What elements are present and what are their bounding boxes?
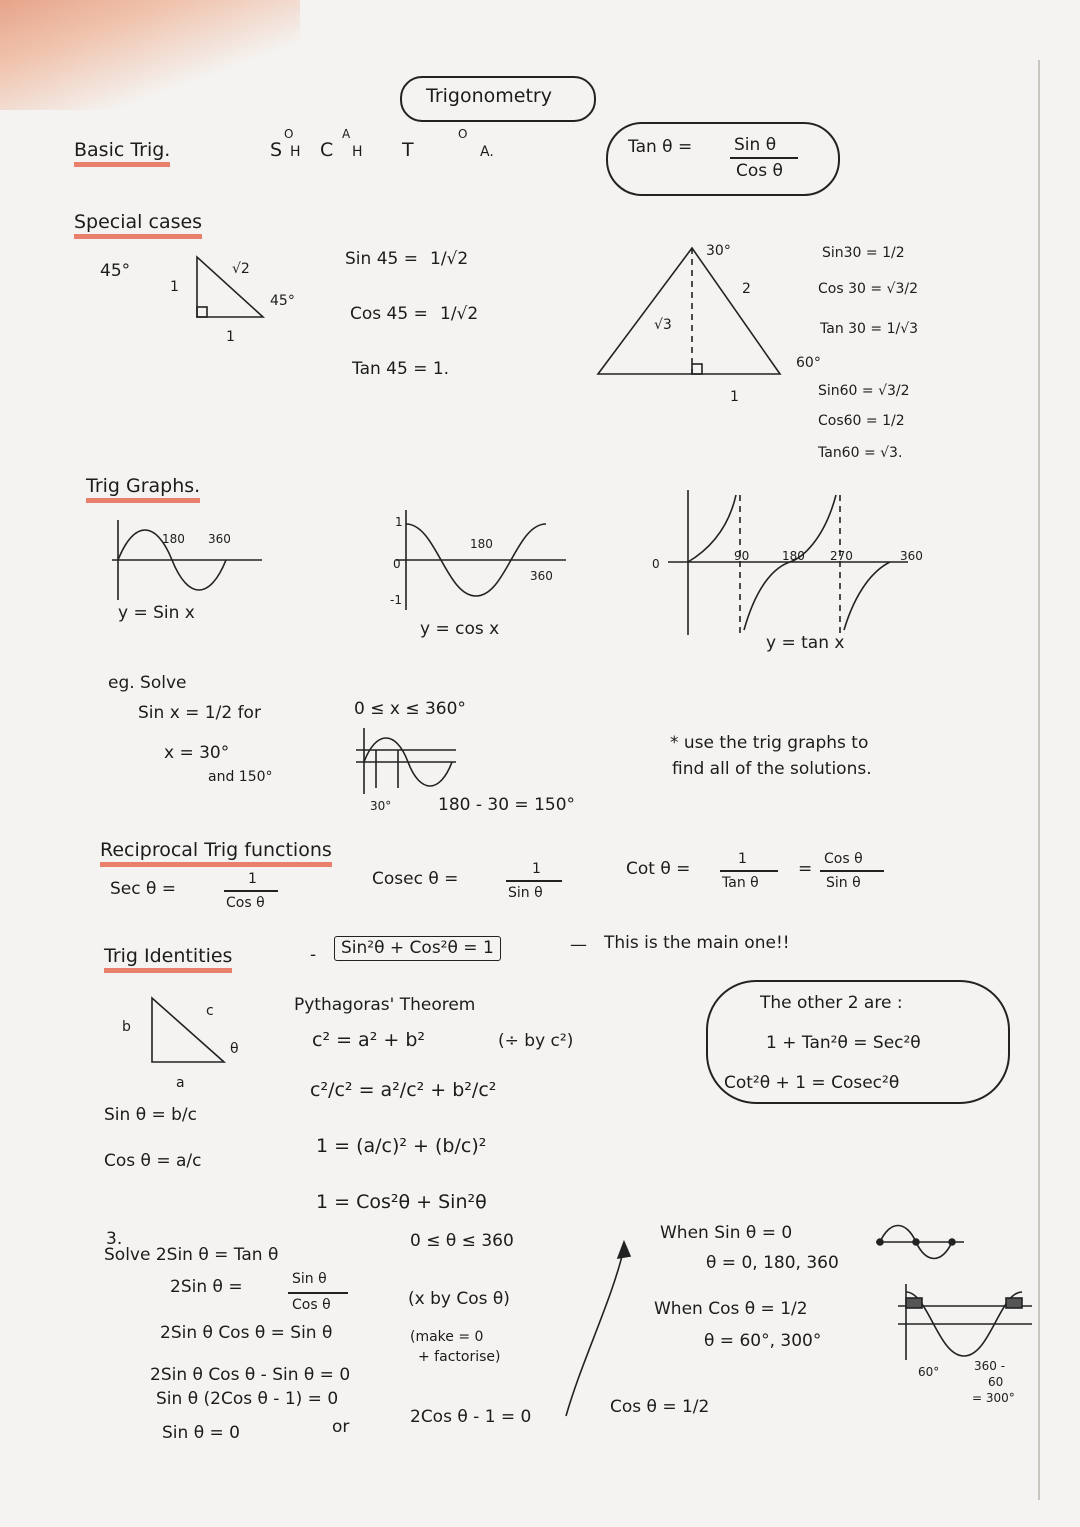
example-number: 3.	[106, 1229, 123, 1249]
identity-step-3: 1 = Cos²θ + Sin²θ	[316, 1191, 487, 1213]
example-range: 0 ≤ θ ≤ 360	[410, 1231, 514, 1251]
solve-30-label: 30°	[370, 799, 392, 813]
cosec-bar	[506, 880, 562, 882]
graphs-note-1: * use the trig graphs to	[670, 733, 869, 753]
tri45-hyp: √2	[232, 261, 250, 277]
tan45-label: Tan 45 = 1.	[352, 359, 450, 379]
tri45-bottom: 1	[226, 329, 235, 345]
tan-label: y = tan x	[766, 633, 845, 653]
identity-step-1: c²/c² = a²/c² + b²/c²	[310, 1079, 497, 1101]
tan-identity-den: Cos θ	[736, 161, 783, 181]
calc-line-1: 360 -	[974, 1359, 1006, 1373]
cos-180: 180	[470, 537, 493, 551]
solve-eq: Sin x = 1/2 for	[138, 703, 261, 723]
cosine-graph	[396, 510, 576, 620]
sin-zero-sketch	[876, 1222, 966, 1262]
graphs-note-2: find all of the solutions.	[672, 759, 872, 779]
cosec-den: Sin θ	[508, 885, 543, 901]
tri45-side: 1	[170, 279, 179, 295]
page-title: Trigonometry	[426, 85, 552, 107]
cot-num: 1	[738, 851, 747, 867]
cos-360: 360	[530, 569, 553, 583]
solve-and150: and 150°	[208, 769, 273, 785]
cot-eq: =	[798, 859, 813, 879]
sin-definition: Sin θ = b/c	[104, 1105, 198, 1125]
example-or: or	[332, 1417, 350, 1437]
sec-label: Sec θ =	[110, 879, 177, 899]
identity-tri-theta: θ	[230, 1041, 239, 1057]
identity-tri-b: b	[122, 1019, 131, 1035]
eq-side: 2	[742, 281, 751, 297]
cos45-label: Cos 45 =	[350, 304, 428, 324]
tri45-corner: 45°	[270, 293, 295, 309]
cosec-label: Cosec θ =	[372, 869, 459, 889]
sec-den: Cos θ	[226, 895, 265, 911]
sine-label: y = Sin x	[118, 603, 195, 623]
page-corner-shadow	[0, 0, 300, 110]
pythagoras-heading: Pythagoras' Theorem	[294, 995, 476, 1015]
tan-360: 360	[900, 549, 923, 563]
eq-top-angle: 30°	[706, 243, 731, 259]
cot-bar	[720, 870, 778, 872]
sine-180: 180	[162, 532, 185, 546]
solve-range: 0 ≤ x ≤ 360°	[354, 699, 466, 719]
tan-identity-bar	[730, 157, 798, 159]
sine-360: 360	[208, 532, 231, 546]
example-line7: 2Cos θ - 1 = 0	[410, 1407, 532, 1427]
tan-identity-cloud	[606, 122, 840, 196]
cos45-value: 1/√2	[440, 304, 479, 324]
example-line2-note: (x by Cos θ)	[408, 1289, 510, 1309]
sec-bar	[224, 890, 278, 892]
example-line6: Sin θ = 0	[162, 1423, 240, 1443]
main-identity-box: Sin²θ + Cos²θ = 1	[334, 936, 501, 961]
calc-line-2: 60	[988, 1375, 1004, 1389]
eq-height: √3	[654, 317, 672, 333]
cos-label: y = cos x	[420, 619, 500, 639]
equilateral-triangle	[596, 243, 786, 378]
sin45-value: 1/√2	[430, 249, 469, 269]
page-edge	[1038, 60, 1040, 1500]
sec-num: 1	[248, 871, 257, 887]
example-line3-note2: + factorise)	[418, 1349, 501, 1365]
cos-60-label: 60°	[918, 1365, 940, 1379]
sin45-label: Sin 45 =	[345, 249, 418, 269]
when-sin-zero: When Sin θ = 0	[660, 1223, 793, 1243]
solve-sine-sketch	[356, 728, 466, 798]
sin-solutions: θ = 0, 180, 360	[706, 1253, 839, 1273]
solve-x30: x = 30°	[164, 743, 230, 763]
sin30: Sin30 = 1/2	[822, 245, 905, 261]
main-identity-note: This is the main one!!	[604, 933, 790, 953]
sin60: Sin60 = √3/2	[818, 383, 910, 399]
solve-eg: eg. Solve	[108, 673, 187, 693]
cos-curve-sketch	[562, 1240, 632, 1420]
cos-definition: Cos θ = a/c	[104, 1151, 202, 1171]
example-cos-half: Cos θ = 1/2	[610, 1397, 710, 1417]
tangent-graph	[668, 490, 918, 640]
identity-tri-c: c	[206, 1003, 214, 1019]
when-cos-half: When Cos θ = 1/2	[654, 1299, 808, 1319]
tan-0: 0	[652, 557, 660, 571]
angle-45-label: 45°	[100, 261, 131, 281]
tan-180: 180	[782, 549, 805, 563]
other-identity-1: 1 + Tan²θ = Sec²θ	[766, 1033, 921, 1053]
tan-identity-lhs: Tan θ =	[628, 137, 693, 157]
cosec-num: 1	[532, 861, 541, 877]
cot-num2: Cos θ	[824, 851, 863, 867]
main-identity-dash: —	[570, 935, 587, 955]
tan30: Tan 30 = 1/√3	[820, 321, 919, 337]
identity-triangle	[150, 996, 230, 1066]
solve-150-label: 180 - 30 = 150°	[438, 795, 576, 815]
example-line5: Sin θ (2Cos θ - 1) = 0	[156, 1389, 339, 1409]
cos-m1: -1	[390, 593, 402, 607]
example-line2: 2Sin θ =	[170, 1277, 243, 1297]
cot-label: Cot θ =	[626, 859, 691, 879]
trig-graphs-heading: Trig Graphs.	[86, 476, 200, 503]
eq-bottom-angle: 60°	[796, 355, 821, 371]
example-line3: 2Sin θ Cos θ = Sin θ	[160, 1323, 333, 1343]
cos30: Cos 30 = √3/2	[818, 281, 918, 297]
example-line2-den: Cos θ	[292, 1297, 331, 1313]
tan60: Tan60 = √3.	[818, 445, 903, 461]
tan-90: 90	[734, 549, 750, 563]
cos-solutions: θ = 60°, 300°	[704, 1331, 822, 1351]
cot-den2: Sin θ	[826, 875, 861, 891]
example-line4: 2Sin θ Cos θ - Sin θ = 0	[150, 1365, 351, 1385]
identity-tri-a: a	[176, 1075, 185, 1091]
example-line2-num: Sin θ	[292, 1271, 327, 1287]
calc-line-3: = 300°	[972, 1391, 1015, 1405]
identities-dash: -	[310, 945, 317, 965]
cos-1: 1	[395, 515, 403, 529]
other-identity-2: Cot²θ + 1 = Cosec²θ	[724, 1073, 900, 1093]
sine-graph	[112, 520, 272, 610]
basic-trig-heading: Basic Trig.	[74, 140, 170, 167]
tan-270: 270	[830, 549, 853, 563]
example-solve: Solve 2Sin θ = Tan θ	[104, 1245, 279, 1265]
pythagoras-divide: (÷ by c²)	[498, 1031, 574, 1051]
cot-den: Tan θ	[722, 875, 759, 891]
example-line2-bar	[288, 1292, 348, 1294]
pythagoras-eq: c² = a² + b²	[312, 1029, 425, 1051]
other-identities-heading: The other 2 are :	[760, 993, 903, 1013]
tan-identity-num: Sin θ	[734, 135, 777, 155]
eq-base: 1	[730, 389, 739, 405]
cos-half-sketch	[898, 1284, 1038, 1364]
cos-0: 0	[393, 557, 401, 571]
identity-step-2: 1 = (a/c)² + (b/c)²	[316, 1135, 487, 1157]
cos60: Cos60 = 1/2	[818, 413, 905, 429]
reciprocal-heading: Reciprocal Trig functions	[100, 840, 332, 867]
identities-heading: Trig Identities	[104, 946, 232, 973]
cot-bar2	[820, 870, 884, 872]
special-cases-heading: Special cases	[74, 212, 202, 239]
example-line3-note1: (make = 0	[410, 1329, 484, 1345]
